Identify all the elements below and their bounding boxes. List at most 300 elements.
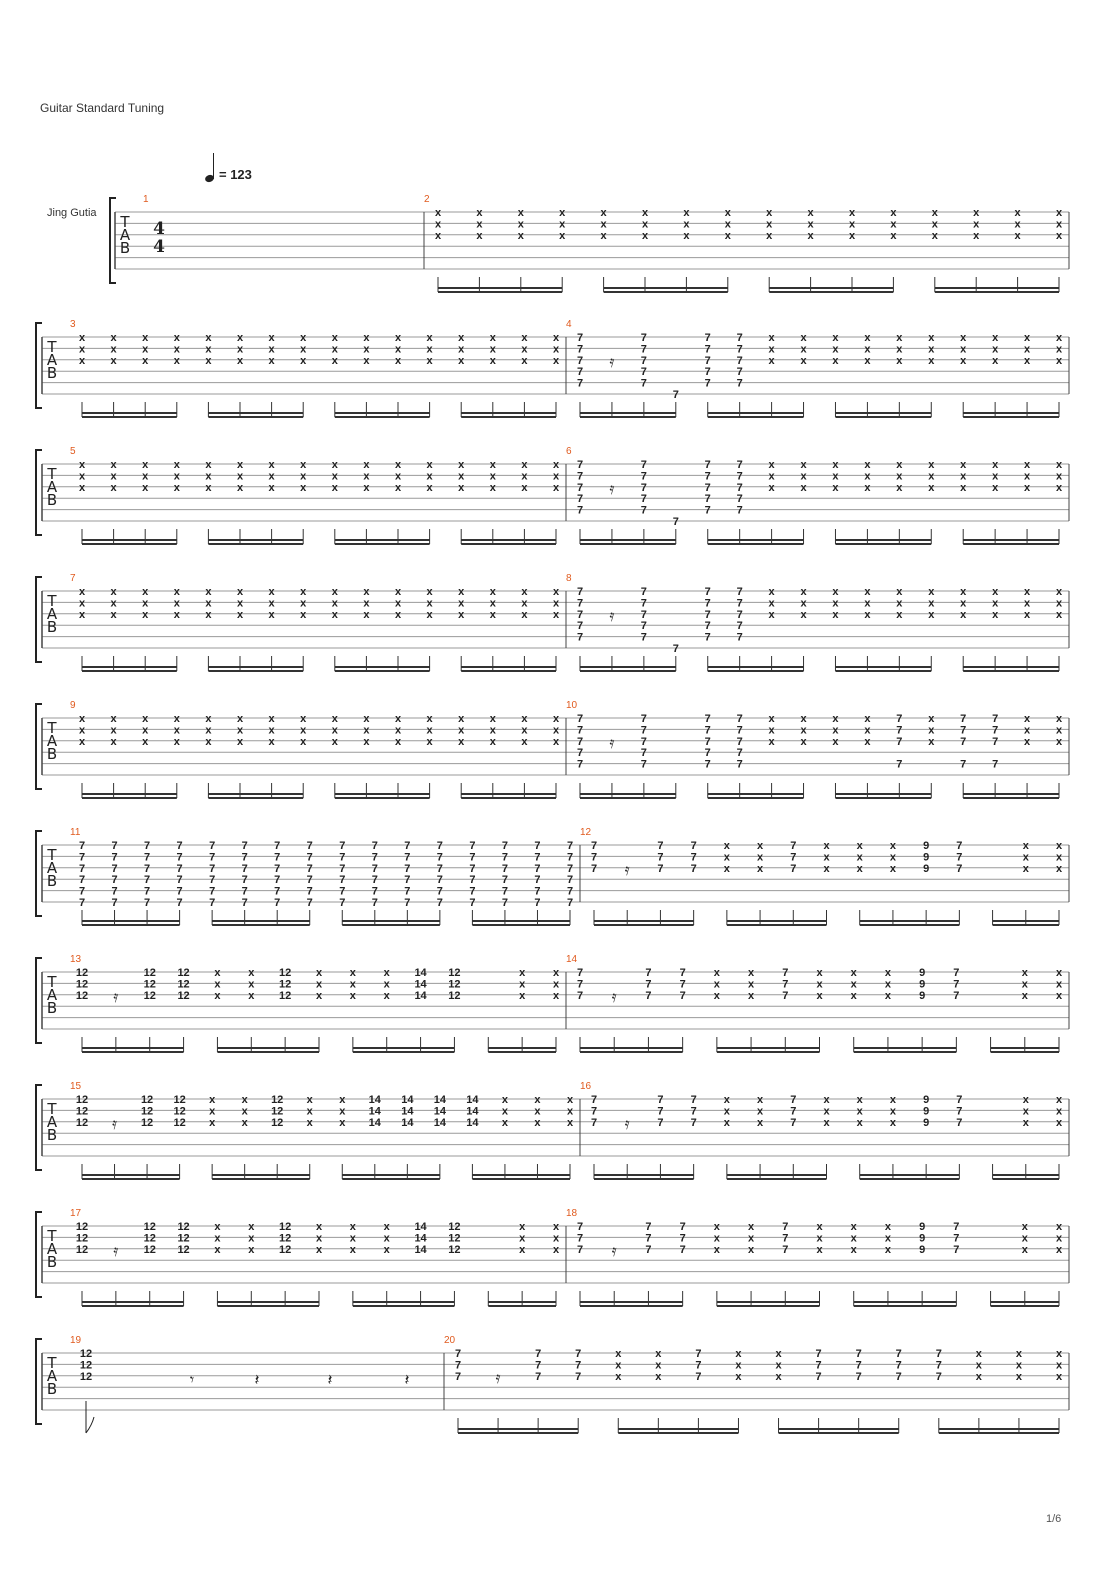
muted-note: x [800,724,807,737]
fret-number: 9 [919,1243,926,1256]
system-bracket [36,577,42,662]
muted-note: x [800,735,807,748]
muted-note: x [928,608,935,621]
muted-note: x [1055,459,1063,471]
fret-number: 7 [176,897,183,909]
fret-number: 7 [339,851,346,864]
fret-number: 12 [75,1094,89,1106]
muted-note: x [864,481,871,494]
muted-note: x [521,470,528,483]
muted-note: x [960,343,967,356]
sixteenth-rest-icon: 𝄿 [609,481,615,498]
muted-note: x [248,967,255,979]
fret-number: 14 [414,1243,427,1256]
muted-note: x [426,724,433,737]
fret-number: 7 [736,758,743,771]
muted-note: x [521,735,528,748]
fret-number: 7 [953,989,960,1002]
fret-number: 7 [640,481,647,494]
fret-number: 7 [736,597,743,610]
fret-number: 7 [576,967,584,979]
muted-note: x [713,1221,720,1233]
muted-note: x [896,343,903,356]
muted-note: x [173,481,180,494]
measure-number: 18 [566,1208,578,1219]
muted-note: x [173,597,180,610]
fret-number: 7 [657,1105,664,1118]
fret-number: 12 [279,1232,292,1245]
fret-number: 7 [209,874,216,887]
muted-note: x [992,354,999,367]
muted-note: x [552,735,560,748]
fret-number: 7 [640,620,647,633]
fret-number: 7 [645,1232,652,1245]
fret-number: 7 [679,978,686,991]
fret-number: 12 [448,1232,461,1245]
muted-note: x [476,218,483,231]
fret-number: 7 [645,989,652,1002]
muted-note: x [800,354,807,367]
muted-note: x [394,343,402,356]
fret-number: 7 [566,840,574,852]
fret-number: 14 [414,967,427,979]
muted-note: x [173,354,180,367]
muted-note: x [110,459,117,471]
muted-note: x [489,735,496,748]
muted-note: x [173,470,180,483]
fret-number: 12 [173,1094,186,1106]
fret-number: 7 [657,851,664,864]
fret-number: 12 [177,967,190,979]
muted-note: x [142,481,149,494]
fret-number: 7 [704,332,711,344]
muted-note: x [521,597,528,610]
muted-note: x [426,343,433,356]
muted-note: x [641,218,649,231]
fret-number: 7 [695,1359,702,1372]
muted-note: x [889,851,896,864]
muted-note: x [331,586,338,598]
muted-note: x [832,332,839,344]
fret-number: 7 [953,1232,960,1245]
fret-number: 7 [306,897,313,909]
muted-note: x [1022,1116,1029,1129]
fret-number: 7 [704,354,711,367]
fret-number: 7 [736,459,743,471]
muted-note: x [458,724,465,737]
fret-number: 12 [173,1116,186,1129]
muted-note: x [363,713,370,725]
muted-note: x [534,1094,541,1106]
system-bracket [36,323,42,408]
fret-number: 7 [704,758,711,771]
muted-note: x [928,597,935,610]
tab-clef-letter: B [46,1126,58,1144]
fret-number: 7 [736,747,743,760]
muted-note: x [552,470,560,483]
fret-number: 7 [566,874,574,887]
fret-number: 7 [501,885,508,898]
muted-note: x [552,597,560,610]
muted-note: x [850,1232,857,1245]
muted-note: x [1024,332,1031,344]
muted-note: x [331,608,338,621]
fret-number: 7 [576,989,584,1002]
fret-number: 7 [640,354,647,367]
fret-number: 7 [640,377,647,390]
muted-note: x [268,586,275,598]
system-bracket [36,958,42,1043]
tab-clef-letter: T [47,846,57,864]
muted-note: x [363,354,370,367]
muted-note: x [928,459,935,471]
fret-number: 7 [896,758,903,771]
fret-number: 7 [306,862,313,875]
muted-note: x [1055,354,1063,367]
fret-number: 7 [576,631,584,644]
muted-note: x [458,470,465,483]
muted-note: x [1055,608,1063,621]
muted-note: x [1055,724,1063,737]
muted-note: x [268,597,275,610]
fret-number: 7 [404,874,411,887]
muted-note: x [1055,597,1063,610]
muted-note: x [205,343,212,356]
muted-note: x [519,989,526,1002]
fret-number: 7 [704,597,711,610]
fret-number: 7 [576,377,584,390]
muted-note: x [800,481,807,494]
muted-note: x [1014,229,1021,242]
muted-note: x [973,207,980,219]
muted-note: x [1015,1370,1022,1383]
muted-note: x [501,1094,508,1106]
muted-note: x [173,608,180,621]
muted-note: x [173,586,180,598]
muted-note: x [864,608,871,621]
fret-number: 7 [454,1359,462,1372]
muted-note: x [600,207,607,219]
fret-number: 7 [895,1348,902,1360]
muted-note: x [889,862,896,875]
muted-note: x [331,343,338,356]
fret-number: 7 [679,1221,686,1233]
fret-number: 12 [177,1232,190,1245]
track-name: Jing Gutia [47,207,97,219]
fret-number: 12 [448,989,461,1002]
muted-note: x [1055,1348,1063,1360]
fret-number: 7 [657,1116,664,1129]
muted-note: x [521,713,528,725]
muted-note: x [519,978,526,991]
fret-number: 12 [75,1105,89,1118]
muted-note: x [816,1232,823,1245]
muted-note: x [1055,1094,1063,1106]
tab-clef-letter: A [119,226,131,244]
fret-number: 7 [704,724,711,737]
fret-number: 7 [111,840,118,852]
muted-note: x [300,459,307,471]
tab-clef-letter: B [119,239,131,257]
muted-note: x [214,967,221,979]
fret-number: 12 [75,1232,89,1245]
muted-note: x [173,343,180,356]
muted-note: x [884,978,891,991]
muted-note: x [394,470,402,483]
muted-note: x [992,586,999,598]
fret-number: 9 [919,989,926,1002]
muted-note: x [383,1243,390,1256]
muted-note: x [236,713,244,725]
quarter-rest-icon: 𝄽 [254,1370,260,1389]
muted-note: x [142,354,149,367]
fret-number: 7 [576,758,584,771]
muted-note: x [489,354,496,367]
fret-number: 7 [679,967,686,979]
muted-note: x [394,332,402,344]
muted-note: x [248,1243,255,1256]
muted-note: x [205,597,212,610]
muted-note: x [458,713,465,725]
muted-note: x [519,967,526,979]
fret-number: 7 [855,1348,862,1360]
muted-note: x [458,343,465,356]
time-signature-top: 4 [153,219,165,239]
muted-note: x [960,470,967,483]
fret-number: 7 [640,343,647,356]
fret-number: 14 [401,1094,414,1106]
fret-number: 9 [919,967,926,979]
muted-note: x [349,967,356,979]
fret-number: 7 [790,851,797,864]
muted-note: x [205,735,212,748]
muted-note: x [768,470,775,483]
fret-number: 7 [992,758,999,771]
muted-note: x [768,724,775,737]
muted-note: x [331,724,338,737]
muted-note: x [896,470,903,483]
measure-number: 16 [580,1081,592,1092]
muted-note: x [268,481,275,494]
tab-clef-letter: A [46,732,58,750]
muted-note: x [519,1232,526,1245]
sixteenth-rest-icon: 𝄿 [624,862,630,879]
fret-number: 12 [140,1105,154,1118]
muted-note: x [315,967,323,979]
muted-note: x [856,840,863,852]
muted-note: x [1014,207,1021,219]
fret-number: 7 [640,597,647,610]
tab-clef-letter: A [46,1367,58,1385]
muted-note: x [383,989,390,1002]
muted-note: x [383,1221,390,1233]
muted-note: x [757,840,764,852]
fret-number: 14 [466,1094,479,1106]
muted-note: x [832,724,839,737]
muted-note: x [800,586,807,598]
measure-number: 4 [566,319,572,330]
muted-note: x [1015,1359,1022,1372]
muted-note: x [832,470,839,483]
muted-note: x [655,1359,662,1372]
fret-number: 7 [576,481,584,494]
tab-clef-letter: T [47,592,57,610]
muted-note: x [960,608,967,621]
tab-clef-letter: A [46,1113,58,1131]
fret-number: 7 [992,724,999,737]
muted-note: x [816,1221,823,1233]
muted-note: x [655,1348,662,1360]
muted-note: x [1055,1116,1063,1129]
muted-note: x [807,218,814,231]
fret-number: 7 [815,1370,822,1383]
muted-note: x [960,597,967,610]
muted-note: x [489,470,496,483]
fret-number: 7 [78,885,86,898]
muted-note: x [713,978,720,991]
muted-note: x [476,207,483,219]
fret-number: 14 [414,989,427,1002]
fret-number: 7 [371,862,378,875]
muted-note: x [209,1094,216,1106]
muted-note: x [205,354,212,367]
muted-note: x [142,713,149,725]
muted-note: x [78,597,86,610]
muted-note: x [928,343,935,356]
muted-note: x [1022,862,1029,875]
fret-number: 7 [956,1116,963,1129]
fret-number: 7 [576,586,584,598]
fret-number: 7 [436,897,443,909]
muted-note: x [363,586,370,598]
muted-note: x [890,229,897,242]
fret-number: 12 [75,1243,89,1256]
fret-number: 7 [704,470,711,483]
fret-number: 9 [919,1221,926,1233]
muted-note: x [331,481,338,494]
muted-note: x [205,459,212,471]
fret-number: 7 [575,1359,582,1372]
muted-note: x [655,1370,662,1383]
fret-number: 12 [140,1094,154,1106]
sixteenth-rest-icon: 𝄿 [609,735,615,752]
muted-note: x [960,586,967,598]
muted-note: x [748,978,755,991]
muted-note: x [757,851,764,864]
fret-number: 7 [704,504,711,517]
muted-note: x [850,967,857,979]
muted-note: x [552,989,560,1002]
fret-number: 7 [144,885,151,898]
muted-note: x [426,608,433,621]
muted-note: x [850,1221,857,1233]
tuning-label: Guitar Standard Tuning [40,101,165,115]
muted-note: x [519,1221,526,1233]
muted-note: x [110,724,117,737]
fret-number: 7 [640,586,647,598]
muted-note: x [800,459,807,471]
fret-number: 7 [576,343,584,356]
muted-note: x [1055,735,1063,748]
tab-clef-letter: A [46,1240,58,1258]
muted-note: x [248,978,255,991]
muted-note: x [214,989,221,1002]
muted-note: x [832,586,839,598]
muted-note: x [884,967,891,979]
fret-number: 14 [466,1105,479,1118]
muted-note: x [426,586,433,598]
muted-note: x [1024,735,1031,748]
muted-note: x [973,218,980,231]
fret-number: 7 [144,897,151,909]
muted-note: x [110,354,117,367]
muted-note: x [110,586,117,598]
muted-note: x [339,1094,346,1106]
fret-number: 7 [404,862,411,875]
fret-number: 7 [469,840,476,852]
fret-number: 7 [790,1116,797,1129]
muted-note: x [832,354,839,367]
fret-number: 7 [339,885,346,898]
fret-number: 7 [241,840,248,852]
muted-note: x [142,608,149,621]
fret-number: 7 [672,643,679,655]
fret-number: 7 [241,851,248,864]
muted-note: x [856,862,863,875]
muted-note: x [1021,1232,1028,1245]
fret-number: 14 [433,1105,446,1118]
muted-note: x [78,735,86,748]
muted-note: x [349,1243,356,1256]
fret-number: 12 [177,1221,190,1233]
fret-number: 7 [534,897,541,909]
muted-note: x [205,713,212,725]
fret-number: 7 [576,735,584,748]
fret-number: 12 [79,1359,93,1372]
fret-number: 7 [144,851,151,864]
measure-number: 20 [444,1335,456,1346]
fret-number: 7 [953,1243,960,1256]
fret-number: 7 [645,978,652,991]
muted-note: x [757,1105,764,1118]
fret-number: 7 [576,504,584,517]
fret-number: 7 [339,897,346,909]
fret-number: 9 [923,1094,930,1106]
fret-number: 12 [143,1243,156,1256]
muted-note: x [552,354,560,367]
fret-number: 14 [414,1232,427,1245]
muted-note: x [864,713,871,725]
fret-number: 7 [935,1359,942,1372]
fret-number: 7 [371,874,378,887]
muted-note: x [1055,1105,1063,1118]
fret-number: 7 [144,874,151,887]
muted-note: x [315,1221,323,1233]
muted-note: x [552,608,560,621]
fret-number: 7 [704,631,711,644]
muted-note: x [383,978,390,991]
fret-number: 7 [576,724,584,737]
fret-number: 7 [436,862,443,875]
muted-note: x [975,1359,982,1372]
muted-note: x [300,597,307,610]
fret-number: 7 [790,862,797,875]
fret-number: 7 [736,343,743,356]
muted-note: x [300,343,307,356]
tab-clef-letter: B [46,491,58,509]
muted-note: x [1015,1348,1022,1360]
fret-number: 7 [576,597,584,610]
